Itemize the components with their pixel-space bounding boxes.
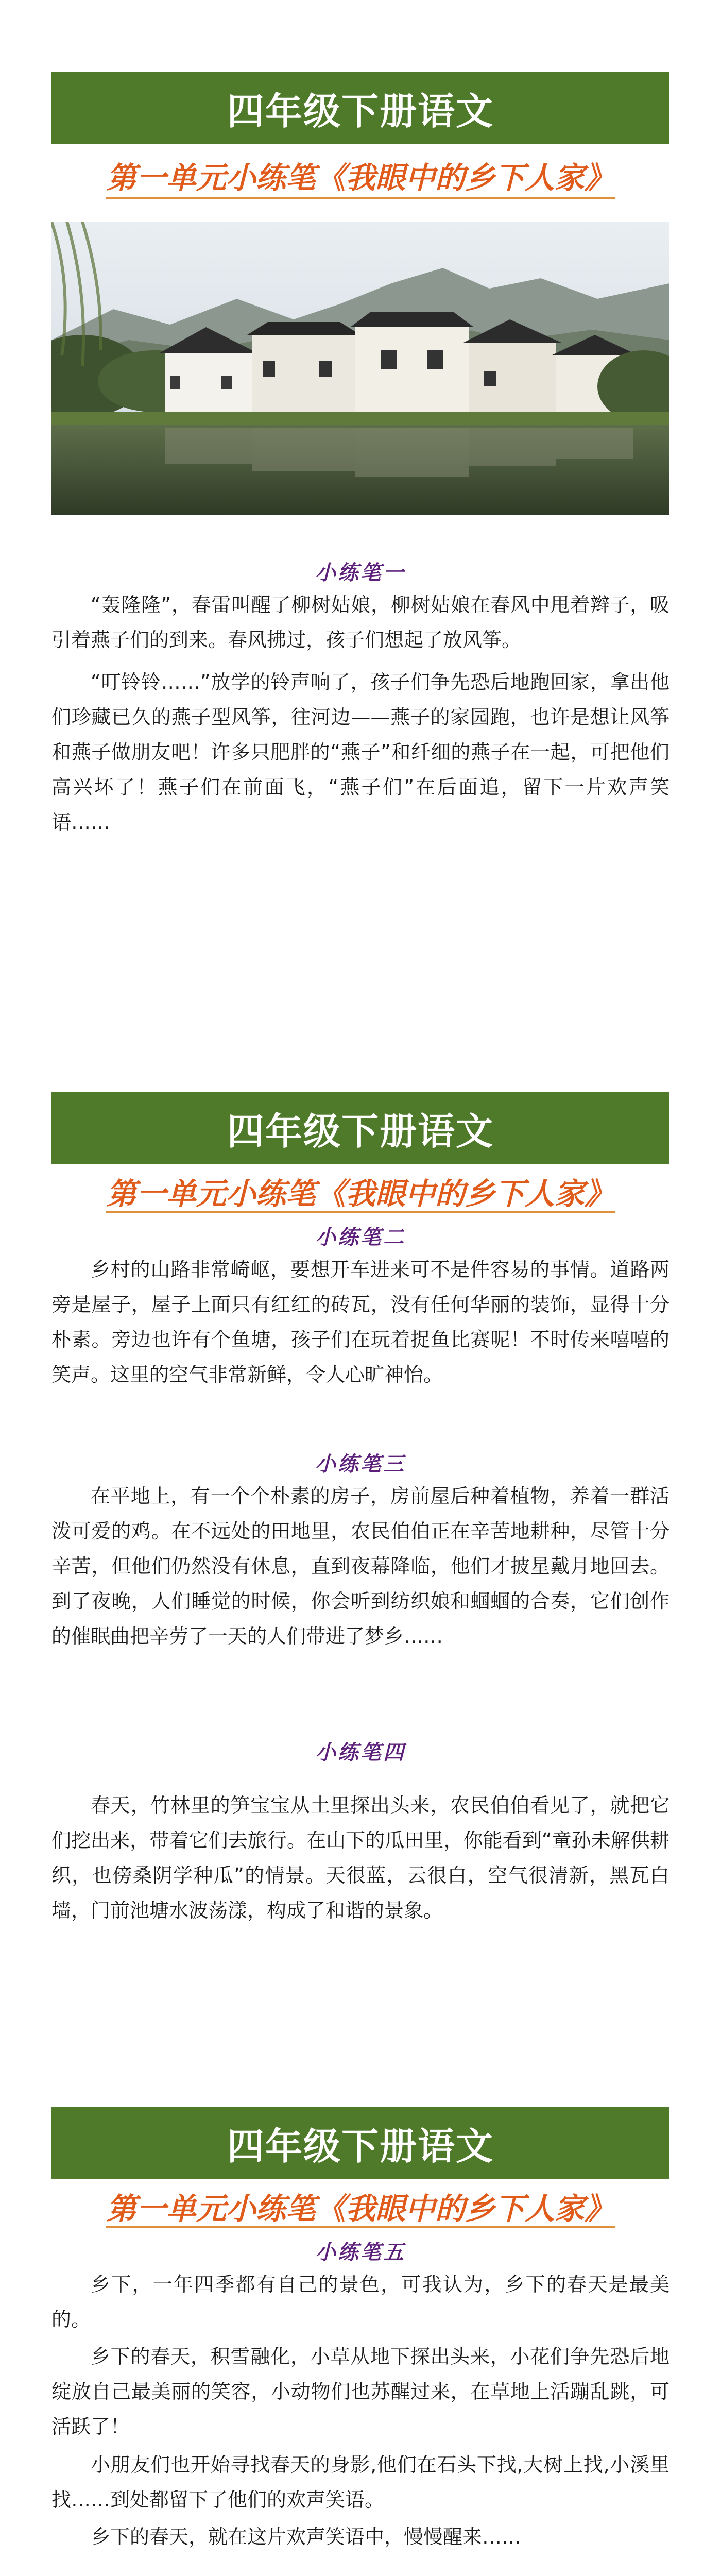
subtitle-underline-2 bbox=[106, 1211, 615, 1213]
village-photo bbox=[52, 222, 670, 515]
section-5-paragraph-4: 乡下的春天，就在这片欢声笑语中，慢慢醒来…… bbox=[91, 2526, 522, 2548]
section-5-paragraph-3: 小朋友们也开始寻找春天的身影,他们在石头下找,大树上找,小溪里找……到处都留下了他们的欢声笑语。 bbox=[52, 2453, 670, 2511]
unit-subtitle-3: 第一单元小练笔《我眼中的乡下人家》 bbox=[106, 2191, 614, 2226]
banner-title-1: 四年级下册语文 bbox=[52, 72, 670, 144]
section-title-3: 小练笔三 bbox=[315, 1452, 406, 1476]
section-5-paragraph-2: 乡下的春天，积雪融化，小草从地下探出头来，小花们争先恐后地绽放自己最美丽的笑容，小动物们也苏醒过来，在草地上活蹦乱跳，可活跃了！ bbox=[52, 2345, 670, 2438]
banner-title-2: 四年级下册语文 bbox=[52, 1092, 670, 1164]
subtitle-underline-3 bbox=[106, 2226, 615, 2228]
unit-subtitle-1: 第一单元小练笔《我眼中的乡下人家》 bbox=[106, 160, 614, 195]
section-title-2: 小练笔二 bbox=[315, 1225, 406, 1249]
banner-title-3: 四年级下册语文 bbox=[52, 2107, 670, 2179]
section-title-5: 小练笔五 bbox=[315, 2240, 406, 2264]
section-title-4: 小练笔四 bbox=[315, 1740, 406, 1765]
unit-subtitle-2: 第一单元小练笔《我眼中的乡下人家》 bbox=[106, 1176, 614, 1211]
subtitle-underline-1 bbox=[106, 197, 615, 199]
section-title-1: 小练笔一 bbox=[315, 561, 406, 585]
section-5-paragraph-1: 乡下，一年四季都有自己的景色，可我认为，乡下的春天是最美的。 bbox=[52, 2273, 670, 2331]
section-1-paragraph-1: “轰隆隆”，春雷叫醒了柳树姑娘，柳树姑娘在春风中甩着辫子，吸引着燕子们的到来。春风拂过，孩子们想起了放风筝。 bbox=[52, 594, 670, 651]
section-2-paragraph-1: 乡村的山路非常崎岖，要想开车进来可不是件容易的事情。道路两旁是屋子，屋子上面只有红红的砖瓦，没有任何华丽的装饰，显得十分朴素。旁边也许有个鱼塘，孩子们在玩着捉鱼比赛呢！不时传来嘻嘻的笑声。这里的空气非常新鲜，令人心旷神怡。 bbox=[52, 1258, 670, 1386]
section-4-paragraph-1: 春天，竹林里的笋宝宝从土里探出头来，农民伯伯看见了，就把它们挖出来，带着它们去旅行。在山下的瓜田里，你能看到“童孙未解供耕织，也傍桑阴学种瓜”的情景。天很蓝，云很白，空气很清新，黑瓦白墙，门前池塘水波荡漾，构成了和谐的景象。 bbox=[52, 1794, 670, 1922]
village-landscape-image bbox=[52, 222, 670, 515]
section-1-paragraph-2: “叮铃铃……”放学的铃声响了，孩子们争先恐后地跑回家，拿出他们珍藏已久的燕子型风筝，往河边——燕子的家园跑，也许是想让风筝和燕子做朋友吧！许多只肥胖的“燕子”和纤细的燕子在一起，可把他们高兴坏了！燕子们在前面飞，“燕子们”在后面追，留下一片欢声笑语…… bbox=[52, 671, 670, 834]
section-3-paragraph-1: 在平地上，有一个个朴素的房子，房前屋后种着植物，养着一群活泼可爱的鸡。在不远处的田地里，农民伯伯正在辛苦地耕种，尽管十分辛苦，但他们仍然没有休息，直到夜幕降临，他们才披星戴月地回去。到了夜晚，人们睡觉的时候，你会听到纺织娘和蝈蝈的合奏，它们创作的催眠曲把辛劳了一天的人们带进了梦乡…… bbox=[52, 1485, 670, 1648]
